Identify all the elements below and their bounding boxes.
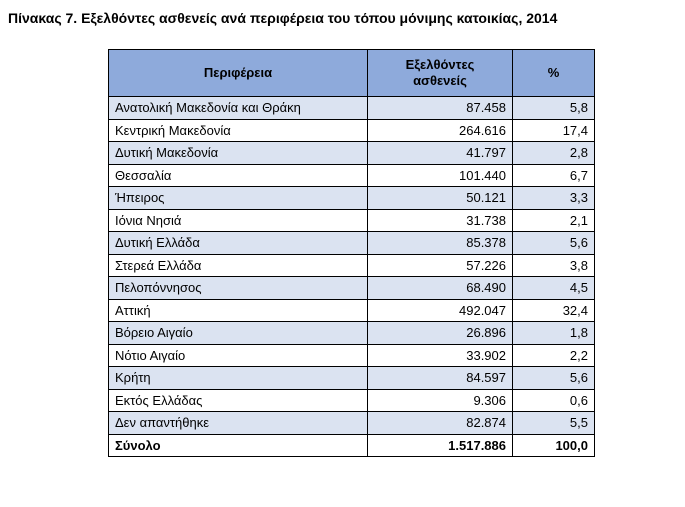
total-label: Σύνολο: [109, 434, 368, 457]
table-row: [109, 322, 595, 345]
percent-cell: 0,6: [513, 389, 595, 412]
percent-cell: 3,8: [513, 254, 595, 277]
table-row: [109, 254, 595, 277]
table-row: [109, 187, 595, 210]
table-row: [109, 97, 595, 120]
table-row: [109, 142, 595, 165]
percent-cell: 5,6: [513, 232, 595, 255]
table-row: [109, 209, 595, 232]
percent-cell: 3,3: [513, 187, 595, 210]
total-row: [109, 434, 595, 457]
region-cell: Κεντρική Μακεδονία: [109, 119, 368, 142]
header-patients: [368, 50, 513, 97]
region-cell: Δυτική Ελλάδα: [109, 232, 368, 255]
percent-cell: 5,6: [513, 367, 595, 390]
region-cell: Θεσσαλία: [109, 164, 368, 187]
percent-cell: 2,1: [513, 209, 595, 232]
percent-cell: 2,8: [513, 142, 595, 165]
percent-cell: 32,4: [513, 299, 595, 322]
total-patients: 1.517.886: [368, 434, 513, 457]
percent-cell: 1,8: [513, 322, 595, 345]
table-row: [109, 389, 595, 412]
table-row: [109, 277, 595, 300]
header-region: Περιφέρεια: [109, 50, 368, 97]
region-cell: Εκτός Ελλάδας: [109, 389, 368, 412]
patients-cell: 101.440: [368, 164, 513, 187]
percent-cell: 17,4: [513, 119, 595, 142]
percent-cell: 6,7: [513, 164, 595, 187]
patients-cell: 87.458: [368, 97, 513, 120]
percent-cell: 4,5: [513, 277, 595, 300]
table-row: [109, 119, 595, 142]
header-patients-line2: ασθενείς: [413, 73, 467, 88]
patients-cell: 26.896: [368, 322, 513, 345]
patients-cell: 57.226: [368, 254, 513, 277]
table-row: [109, 344, 595, 367]
patients-cell: 85.378: [368, 232, 513, 255]
table-row: [109, 367, 595, 390]
region-cell: Δυτική Μακεδονία: [109, 142, 368, 165]
region-cell: Νότιο Αιγαίο: [109, 344, 368, 367]
region-cell: Αττική: [109, 299, 368, 322]
region-cell: Ανατολική Μακεδονία και Θράκη: [109, 97, 368, 120]
table-body: [109, 97, 595, 457]
region-cell: Στερεά Ελλάδα: [109, 254, 368, 277]
header-patients-line1: Εξελθόντες: [405, 57, 475, 72]
region-cell: Ιόνια Νησιά: [109, 209, 368, 232]
region-cell: Δεν απαντήθηκε: [109, 412, 368, 435]
header-percent: %: [513, 50, 595, 97]
table-title: Πίνακας 7. Εξελθόντες ασθενείς ανά περιφέρεια του τόπου μόνιμης κατοικίας, 2014: [8, 10, 558, 26]
percent-cell: 5,8: [513, 97, 595, 120]
total-percent: 100,0: [513, 434, 595, 457]
percent-cell: 5,5: [513, 412, 595, 435]
patients-cell: 41.797: [368, 142, 513, 165]
table-row: [109, 412, 595, 435]
regions-table: [108, 49, 595, 457]
patients-cell: 31.738: [368, 209, 513, 232]
patients-cell: 84.597: [368, 367, 513, 390]
patients-cell: 33.902: [368, 344, 513, 367]
patients-cell: 492.047: [368, 299, 513, 322]
table-row: [109, 164, 595, 187]
region-cell: Βόρειο Αιγαίο: [109, 322, 368, 345]
patients-cell: 264.616: [368, 119, 513, 142]
percent-cell: 2,2: [513, 344, 595, 367]
table-header-row: [109, 50, 595, 97]
patients-cell: 50.121: [368, 187, 513, 210]
region-cell: Κρήτη: [109, 367, 368, 390]
region-cell: Πελοπόννησος: [109, 277, 368, 300]
table-row: [109, 299, 595, 322]
table-row: [109, 232, 595, 255]
patients-cell: 68.490: [368, 277, 513, 300]
patients-cell: 9.306: [368, 389, 513, 412]
patients-cell: 82.874: [368, 412, 513, 435]
region-cell: Ήπειρος: [109, 187, 368, 210]
